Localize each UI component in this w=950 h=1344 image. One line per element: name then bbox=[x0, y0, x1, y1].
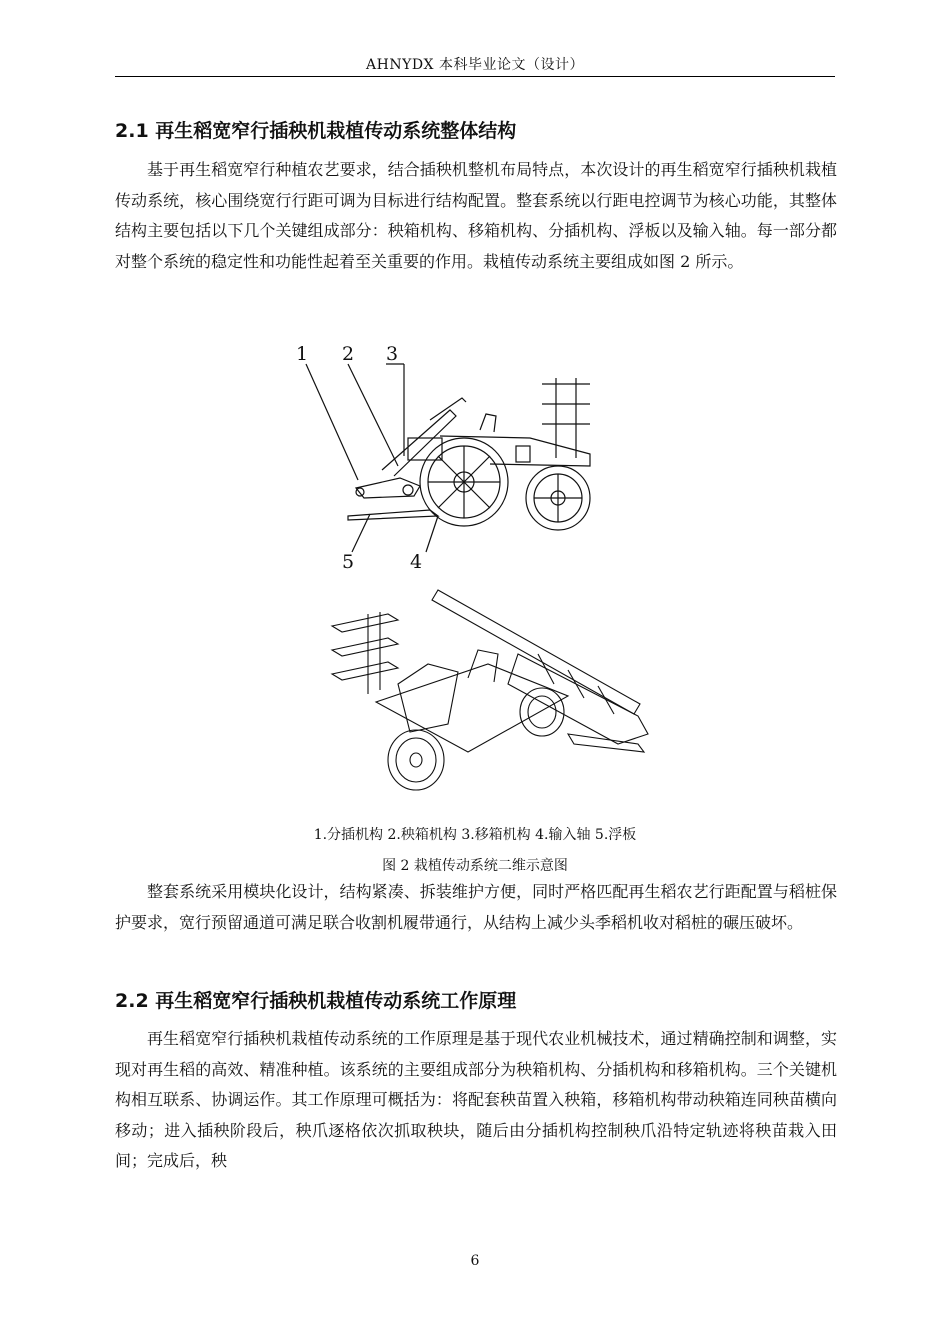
header-rule bbox=[115, 76, 835, 77]
body-paragraph: 再生稻宽窄行插秧机栽植传动系统的工作原理是基于现代农业机械技术，通过精确控制和调整，实现对再生稻的高效、精准种植。该系统的主要组成部分为秧箱机构、分插机构和移箱机构。三个关键机构相互联系、协调运作。其工作原理可概括为：将配套秧苗置入秧箱，移箱机构带动秧箱连同秧苗横向移动；进入插秧阶段后，秧爪逐格依次抓取秧块，随后由分插机构控制秧爪沿特定轨迹将秧苗栽入田间；完成后，秧 bbox=[115, 1029, 837, 1170]
callout-leader-1 bbox=[306, 364, 358, 480]
side-drive-wheel bbox=[520, 688, 564, 736]
page-number: 6 bbox=[470, 1253, 480, 1269]
figure-legend: 1.分插机构 2.秧箱机构 3.移箱机构 4.输入轴 5.浮板 bbox=[313, 827, 637, 843]
figure-caption: 图 2 栽植传动系统二维示意图 bbox=[382, 858, 568, 874]
callout-leader-4 bbox=[426, 516, 438, 552]
callout-4: 4 bbox=[410, 551, 423, 573]
body-paragraph: 整套系统采用模块化设计，结构紧凑、拆装维护方便，同时严格匹配再生稻农艺行距配置与稻桩保护要求，宽行预留通道可满足联合收割机履带通行，从结构上减少头季稻机收对稻桩的碾压破坏。 bbox=[115, 882, 837, 932]
isometric-view-drawing bbox=[318, 584, 658, 798]
side-view-drawing bbox=[290, 338, 610, 578]
callout-5: 5 bbox=[342, 551, 355, 573]
callout-leader-2 bbox=[348, 364, 398, 466]
callout-2: 2 bbox=[342, 343, 355, 365]
section-heading-2-1: 2.1 再生稻宽窄行插秧机栽植传动系统整体结构 bbox=[115, 120, 517, 142]
section-heading-2-2: 2.2 再生稻宽窄行插秧机栽植传动系统工作原理 bbox=[115, 990, 517, 1012]
callout-1: 1 bbox=[296, 343, 309, 365]
engine-hood bbox=[398, 664, 458, 732]
running-header: AHNYDX 本科毕业论文（设计） bbox=[366, 57, 584, 73]
body-paragraph: 基于再生稻宽窄行种植农艺要求，结合插秧机整机布局特点，本次设计的再生稻宽窄行插秧机栽植传动系统，核心围绕宽行行距可调为目标进行结构配置。整套系统以行距电控调节为核心功能，其整体结构主要包括以下几个关键组成部分：秧箱机构、移箱机构、分插机构、浮板以及输入轴。每一部分都对整个系统的稳定性和功能性起着至关重要的作用。栽植传动系统主要组成如图 2 所示。 bbox=[115, 160, 837, 271]
callout-3: 3 bbox=[386, 343, 399, 365]
